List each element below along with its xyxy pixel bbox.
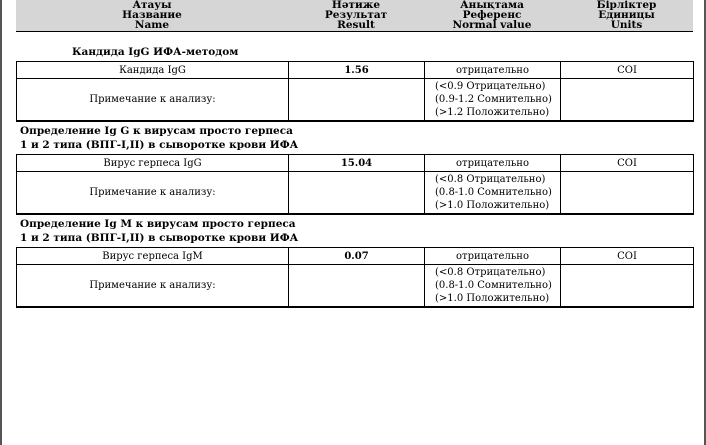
range-line: (>1.0 Положительно): [435, 293, 550, 304]
section-title-line: 1 и 2 типа (ВПГ-I,II) в сыворотке крови ИФА: [20, 232, 299, 244]
header-units-ru: Единицы: [598, 9, 655, 21]
test-reference: отрицательно: [425, 155, 561, 172]
header-name-ru: Название: [122, 9, 182, 21]
section-title-herpes-igg: [16, 122, 693, 154]
test-units: COI: [561, 248, 694, 265]
note-empty-cell: [561, 79, 694, 122]
note-reference-ranges: [425, 172, 561, 215]
header-result-ru: Результат: [324, 9, 388, 21]
results-table-candida: [16, 61, 694, 122]
range-line: (<0.8 Отрицательно): [435, 267, 546, 278]
range-line: (<0.8 Отрицательно): [435, 174, 546, 185]
header-reference-kz: Анықтама: [460, 0, 524, 11]
test-reference: отрицательно: [425, 248, 561, 265]
test-result: 15.04: [289, 155, 425, 172]
table-row-note: [17, 172, 694, 215]
header-reference-ru: Референс: [462, 9, 522, 21]
range-line: (>1.0 Положительно): [435, 200, 550, 211]
note-reference-ranges: [425, 79, 561, 122]
range-line: (>1.2 Положительно): [435, 107, 550, 118]
note-empty-cell: [289, 172, 425, 215]
section-title-line: 1 и 2 типа (ВПГ-I,II) в сыворотке крови ИФА: [20, 139, 299, 151]
note-label: Примечание к анализу:: [17, 172, 289, 215]
note-empty-cell: [289, 265, 425, 308]
test-units: COI: [561, 62, 694, 79]
section-title-candida: [16, 36, 693, 61]
results-content: [16, 36, 693, 308]
section-title-line: Определение Ig M к вирусам просто герпеса: [20, 218, 296, 230]
header-units-en: Units: [610, 19, 643, 31]
header-units-kz: Бірліктер: [596, 0, 657, 11]
table-row: [17, 248, 694, 265]
note-empty-cell: [561, 172, 694, 215]
header-result-en: Result: [337, 19, 375, 31]
header-result-kz: Нәтиже: [331, 0, 381, 11]
header-name-kz: Атауы: [132, 0, 172, 11]
table-row: [17, 62, 694, 79]
results-table-herpes-igm: [16, 247, 694, 308]
header-name-column: [16, 0, 288, 30]
test-units: COI: [561, 155, 694, 172]
note-label: Примечание к анализу:: [17, 265, 289, 308]
table-row: [17, 155, 694, 172]
test-result: 0.07: [289, 248, 425, 265]
header-reference-column: [424, 0, 560, 30]
note-label: Примечание к анализу:: [17, 79, 289, 122]
note-empty-cell: [289, 79, 425, 122]
note-reference-ranges: [425, 265, 561, 308]
header-units-column: [560, 0, 693, 30]
test-name: Вирус герпеса IgG: [17, 155, 289, 172]
note-empty-cell: [561, 265, 694, 308]
test-name: Вирус герпеса IgM: [17, 248, 289, 265]
range-line: (0.8-1.0 Сомнительно): [435, 280, 552, 291]
table-header: [16, 0, 693, 32]
range-line: (0.9-1.2 Сомнительно): [435, 94, 552, 105]
header-name-en: Name: [134, 19, 170, 31]
range-line: (0.8-1.0 Сомнительно): [435, 187, 552, 198]
header-reference-en: Normal value: [452, 19, 532, 31]
section-title-herpes-igm: [16, 215, 693, 247]
test-name: Кандида IgG: [17, 62, 289, 79]
table-row-note: [17, 265, 694, 308]
test-result: 1.56: [289, 62, 425, 79]
range-line: (<0.9 Отрицательно): [435, 81, 546, 92]
results-table-herpes-igg: [16, 154, 694, 215]
table-row-note: [17, 79, 694, 122]
test-reference: отрицательно: [425, 62, 561, 79]
header-result-column: [288, 0, 424, 30]
section-title-line: Кандида IgG ИФА-методом: [72, 46, 239, 58]
section-title-line: Определение Ig G к вирусам просто герпеса: [20, 125, 293, 137]
